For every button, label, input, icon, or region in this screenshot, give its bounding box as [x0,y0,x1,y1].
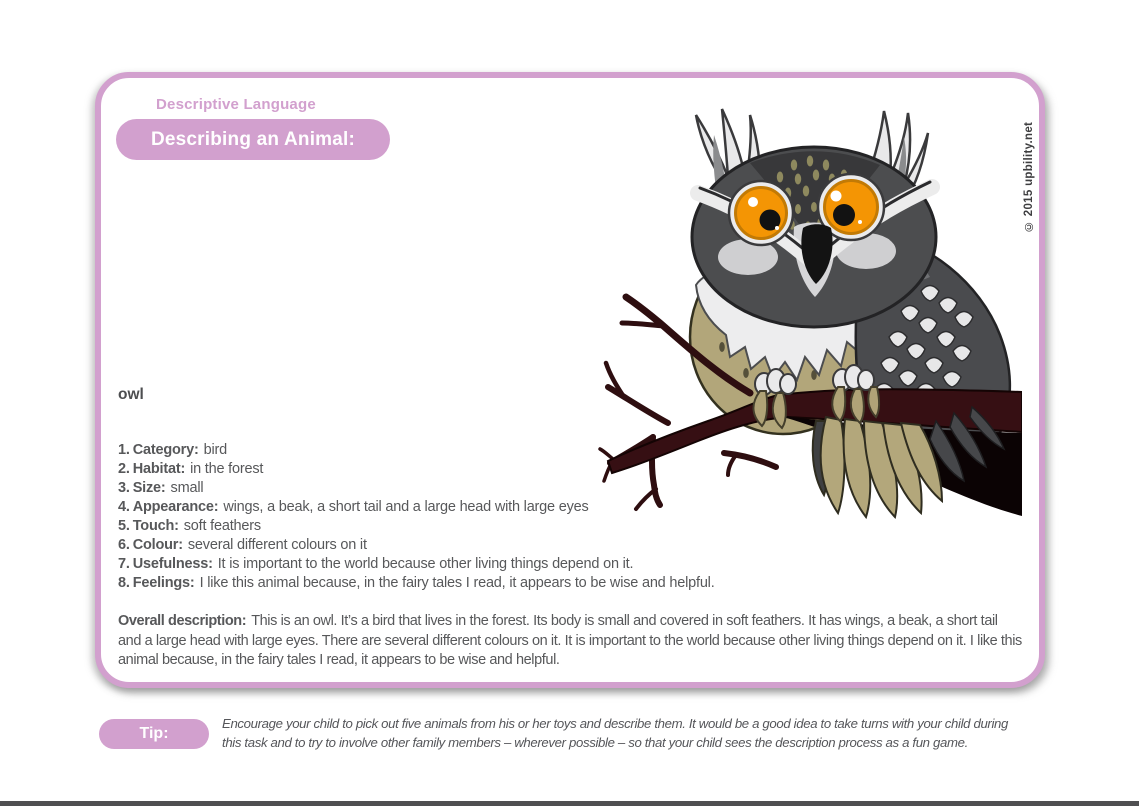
head [692,147,936,327]
attribute-row [118,517,1033,536]
worksheet-card [95,72,1045,688]
copyright-note: © 2015 upbility.net [1023,121,1035,232]
attribute-number: 5. [118,518,130,534]
attribute-value: bird [203,442,227,458]
tip-badge [99,719,209,749]
attribute-label: Usefulness: [132,556,213,572]
lesson-category: Descriptive Language [156,96,316,113]
attribute-row [118,574,1033,593]
attribute-number: 1. [118,442,130,458]
attribute-row [118,555,1033,574]
attribute-value: several different colours on it [187,537,367,553]
attribute-number: 8. [118,575,130,591]
attribute-row [118,441,1033,460]
attribute-row [118,498,1033,517]
attribute-label: Appearance: [132,499,219,515]
attribute-label: Category: [132,442,199,458]
overall-text: This is an owl. It’s a bird that lives in the forest. Its body is small and covered in soft feathers. It has wings, a beak, a short tail and a large head with large eyes. There are several different colours on it. It is important to the world because other living things depend on it. I like this animal because, in the fairy tales I read, it appears to be wise and helpful. [118,613,1022,668]
attribute-number: 6. [118,537,130,553]
attribute-value: I like this animal because, in the fairy tales I read, it appears to be wise and helpful. [199,575,715,591]
page-title [116,119,390,160]
attribute-label: Colour: [132,537,183,553]
attribute-number: 4. [118,499,130,515]
attribute-label: Feelings: [132,575,195,591]
attribute-value: soft feathers [183,518,261,534]
attribute-value: wings, a beak, a short tail and a large head with large eyes [223,499,589,515]
attribute-row [118,536,1033,555]
tip-text: Encourage your child to pick out five animals from his or her toys and describe them. It would be a good idea to take turns with your child during this task and to try to involve other family members – wherever possible – so that your child sees the description process as a fun game. [222,716,1009,750]
overall-description [118,612,1023,671]
attribute-number: 7. [118,556,130,572]
attribute-value: in the forest [190,461,264,477]
attribute-value: It is important to the world because other living things depend on it. [217,556,634,572]
attribute-row [118,460,1033,479]
bottom-bar [0,801,1139,806]
attribute-label: Touch: [132,518,179,534]
attribute-number: 2. [118,461,130,477]
attribute-label: Habitat: [132,461,186,477]
attribute-value: small [170,480,204,496]
tip-badge-label: Tip: [139,725,169,742]
page-title-label: Describing an Animal: [150,128,356,150]
attribute-list [118,441,1033,593]
attribute-row [118,479,1033,498]
attribute-label: Size: [132,480,166,496]
animal-name: owl [118,386,144,403]
overall-label: Overall description: [118,613,247,629]
attribute-number: 3. [118,480,130,496]
